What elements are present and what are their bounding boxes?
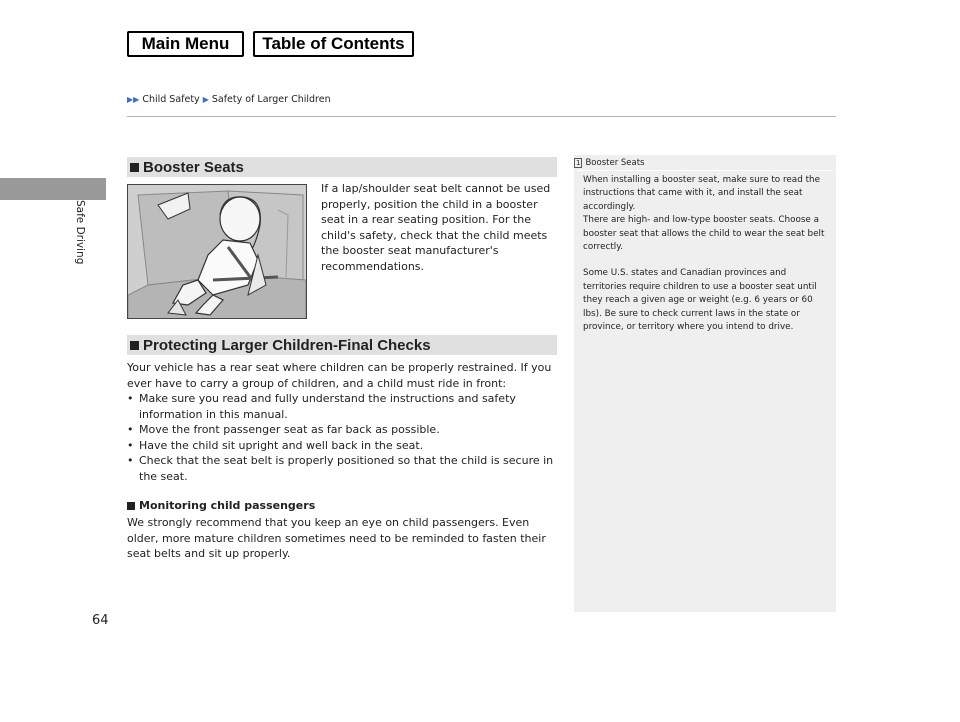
- breadcrumb-arrow-icon: ▶: [202, 95, 209, 104]
- monitoring-text: We strongly recommend that you keep an eye on child passengers. Even older, more mature children sometimes need to be reminded to fasten their seat belts and sit up properly.: [127, 516, 546, 560]
- breadcrumb-page: Safety of Larger Children: [211, 94, 331, 105]
- monitoring-heading: [127, 499, 315, 512]
- side-note-paragraph: When installing a booster seat, make sure to read the instructions that came with it, and install the seat accordingly.: [583, 175, 821, 212]
- final-checks-body: [127, 360, 559, 484]
- square-bullet-icon: [130, 341, 139, 350]
- booster-seats-heading: [127, 157, 557, 177]
- section-side-label: Safe Driving: [74, 200, 86, 265]
- booster-seat-illustration: [127, 184, 307, 319]
- final-checks-intro: Your vehicle has a rear seat where children can be properly restrained. If you ever have to carry a group of children, and a child must ride in front:: [127, 361, 552, 390]
- side-note-divider: [577, 170, 833, 171]
- list-item: • Have the child sit upright and well back in the seat.: [127, 438, 559, 454]
- breadcrumb: [127, 94, 331, 105]
- side-note-body: [583, 174, 829, 334]
- booster-seats-heading-text: Booster Seats: [143, 158, 244, 176]
- table-of-contents-button[interactable]: Table of Contents: [253, 31, 414, 57]
- list-item: • Check that the seat belt is properly positioned so that the child is secure in the seat.: [127, 453, 559, 484]
- square-bullet-icon: [130, 163, 139, 172]
- list-item: • Move the front passenger seat as far back as possible.: [127, 422, 559, 438]
- final-checks-heading-text: Protecting Larger Children-Final Checks: [143, 336, 431, 354]
- section-tab-marker: [0, 178, 106, 200]
- side-note-paragraph: There are high- and low-type booster seats. Choose a booster seat that allows the child to wear the seat belt correctly.: [583, 215, 825, 253]
- final-checks-list: [127, 391, 559, 484]
- monitoring-heading-text: Monitoring child passengers: [139, 499, 316, 512]
- breadcrumb-section-link[interactable]: Child Safety: [142, 94, 200, 105]
- square-bullet-icon: [127, 502, 135, 510]
- side-note-paragraph: Some U.S. states and Canadian provinces and territories require children to use a booster seat until they reach a given age or weight (e.g. 6 years or 60 lbs). Be sure to check current laws in the state or province, or territory where you intend to drive.: [583, 268, 817, 333]
- page-number: 64: [92, 613, 109, 628]
- side-note-title-text: Booster Seats: [585, 158, 645, 168]
- main-menu-button[interactable]: Main Menu: [127, 31, 244, 57]
- breadcrumb-arrow-icon: ▶▶: [127, 95, 140, 104]
- header-divider: [127, 116, 836, 117]
- note-marker-icon: 1: [576, 159, 581, 167]
- final-checks-heading: [127, 335, 557, 355]
- list-item: • Make sure you read and fully understand the instructions and safety information in this manual.: [127, 391, 559, 422]
- booster-seats-intro: If a lap/shoulder seat belt cannot be used properly, position the child in a booster seat in a rear seating position. For the child's safety, check that the child meets the booster seat manufacturer's recommendations.: [321, 182, 551, 273]
- side-note-title: [574, 158, 644, 168]
